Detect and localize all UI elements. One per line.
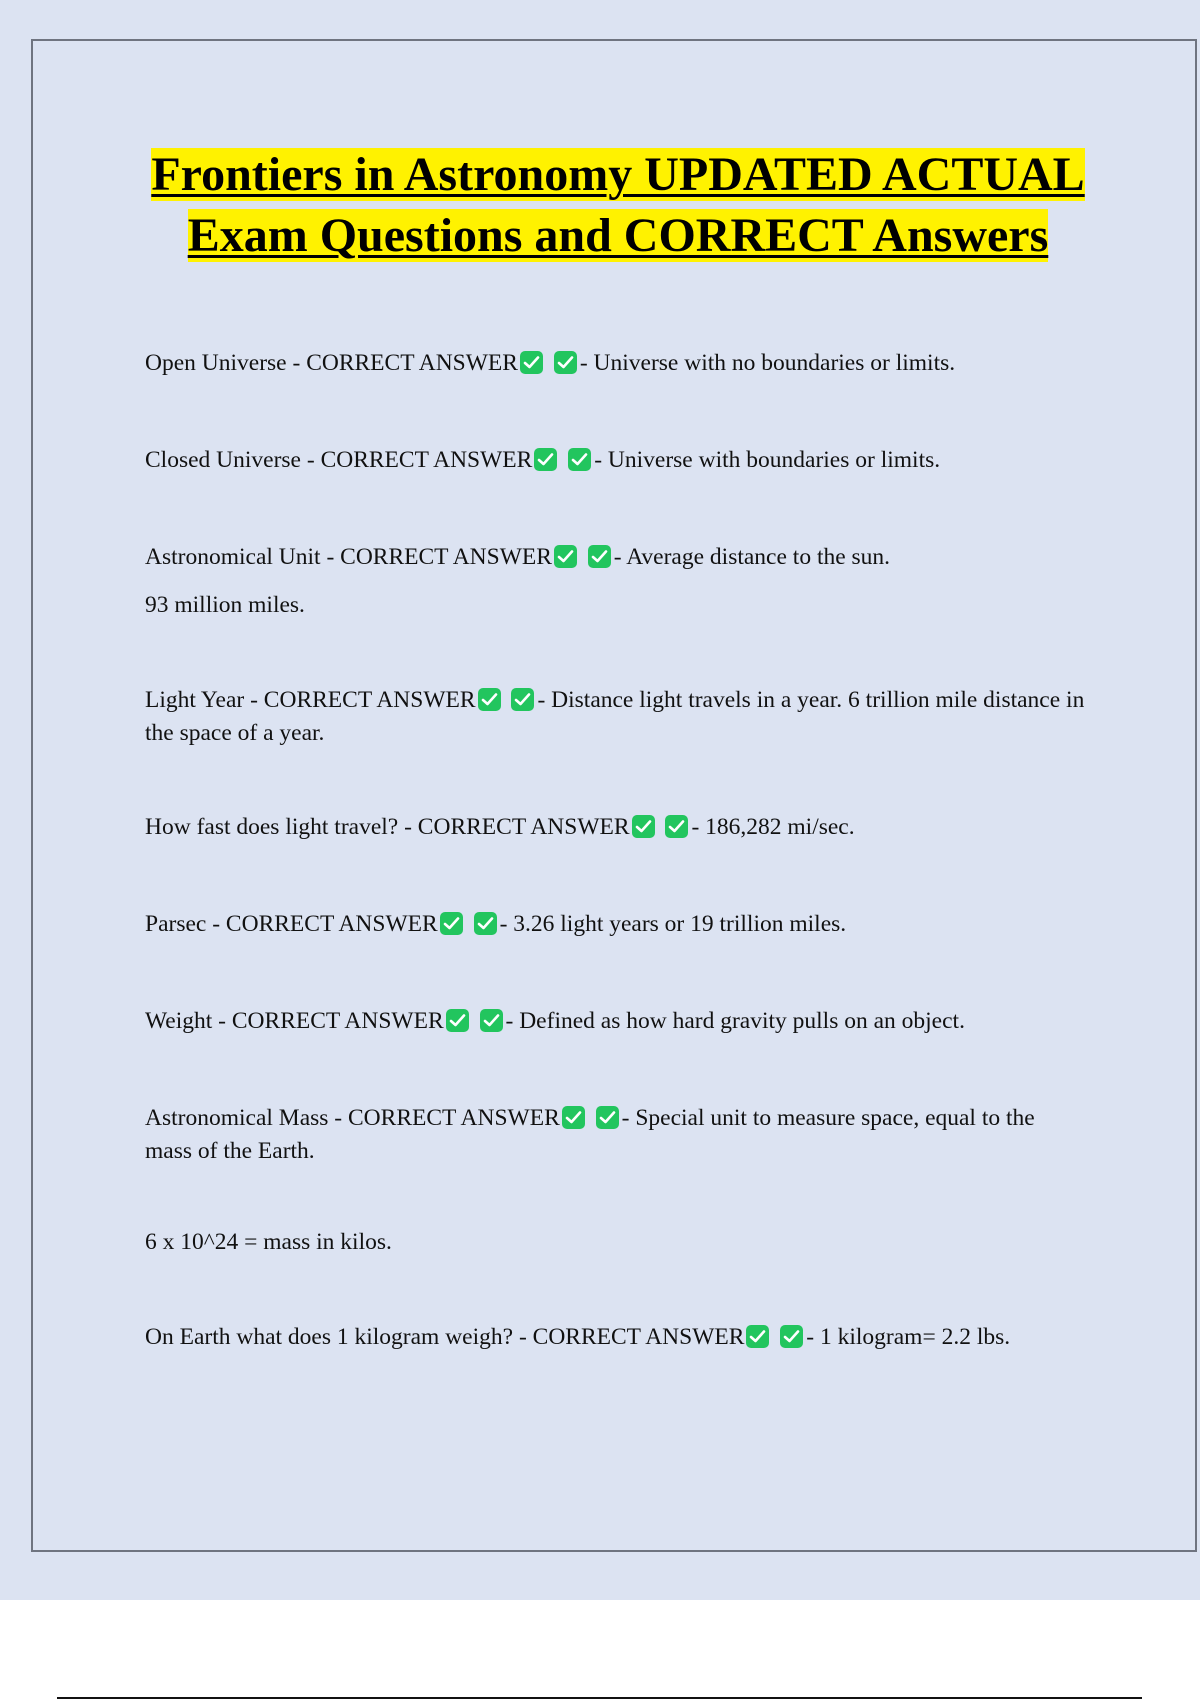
qa-answer-tag: CORRECT ANSWER (231, 1008, 444, 1034)
qa-term: Light Year - (145, 687, 258, 713)
check-box-icon (780, 1325, 803, 1348)
qa-answer: - 1 kilogram= 2.2 lbs. (806, 1324, 1011, 1350)
qa-answer-tag: CORRECT ANSWER (348, 1105, 560, 1131)
check-box-icon (588, 545, 611, 568)
qa-answer: - Universe with no boundaries or limits. (579, 350, 956, 376)
qa-item-astronomical-mass (145, 1102, 1085, 1168)
qa-term: Astronomical Mass - (145, 1105, 343, 1131)
qa-item-closed-universe (145, 444, 1085, 477)
qa-term: Closed Universe - (145, 447, 315, 473)
check-box-icon (554, 545, 577, 568)
qa-item-kilogram-weight (145, 1321, 1085, 1354)
qa-answer: - 186,282 mi/sec. (691, 814, 855, 840)
qa-note-earth-mass: 6 x 10^24 = mass in kilos. (145, 1229, 392, 1255)
qa-term: How fast does light travel? - (145, 814, 412, 840)
qa-term: On Earth what does 1 kilogram weigh? - (145, 1324, 527, 1350)
qa-answer-tag: CORRECT ANSWER (225, 911, 438, 937)
check-box-icon (632, 815, 655, 838)
qa-item-parsec (145, 908, 1085, 941)
qa-answer-tag: CORRECT ANSWER (320, 447, 533, 473)
qa-answer-tag: CORRECT ANSWER (306, 350, 518, 376)
check-box-icon (474, 912, 497, 935)
document-title-text: Frontiers in Astronomy UPDATED ACTUAL Exam Questions and CORRECT Answers (151, 148, 1085, 262)
qa-answer: - Defined as how hard gravity pulls on an object. (505, 1008, 965, 1034)
qa-answer: - Average distance to the sun. (613, 544, 891, 570)
check-box-icon (665, 815, 688, 838)
check-box-icon (568, 448, 591, 471)
check-box-icon (480, 1009, 503, 1032)
qa-term: Parsec - (145, 911, 221, 937)
qa-answer: - 3.26 light years or 19 trillion miles. (499, 911, 847, 937)
qa-item-weight (145, 1005, 1085, 1038)
qa-answer-tag: CORRECT ANSWER (263, 687, 476, 713)
qa-note-au-miles: 93 million miles. (145, 592, 305, 618)
check-box-icon (440, 912, 463, 935)
qa-term: Weight - (145, 1008, 226, 1034)
qa-item-open-universe (145, 347, 1085, 380)
check-box-icon (511, 688, 534, 711)
check-box-icon (534, 448, 557, 471)
check-box-icon (478, 688, 501, 711)
qa-answer-tag: CORRECT ANSWER (340, 544, 552, 570)
qa-term: Astronomical Unit - (145, 544, 335, 570)
qa-item-astronomical-unit (145, 541, 1085, 574)
check-box-icon (520, 351, 543, 374)
check-box-icon (562, 1106, 585, 1129)
check-box-icon (554, 351, 577, 374)
qa-term: Open Universe - (145, 350, 301, 376)
check-box-icon (446, 1009, 469, 1032)
document-title (120, 144, 1116, 266)
check-box-icon (746, 1325, 769, 1348)
qa-answer: - Distance light travels in a year. 6 trillion mile distance in the space of a year. (145, 687, 1085, 746)
qa-item-light-year (145, 684, 1085, 750)
footer-divider (57, 1697, 1142, 1699)
qa-answer: - Special unit to measure space, equal to the mass of the Earth. (145, 1105, 1035, 1164)
check-box-icon (596, 1106, 619, 1129)
qa-answer: - Universe with boundaries or limits. (594, 447, 941, 473)
qa-answer-tag: CORRECT ANSWER (417, 814, 630, 840)
qa-answer-tag: CORRECT ANSWER (532, 1324, 745, 1350)
qa-item-light-speed (145, 811, 1085, 844)
